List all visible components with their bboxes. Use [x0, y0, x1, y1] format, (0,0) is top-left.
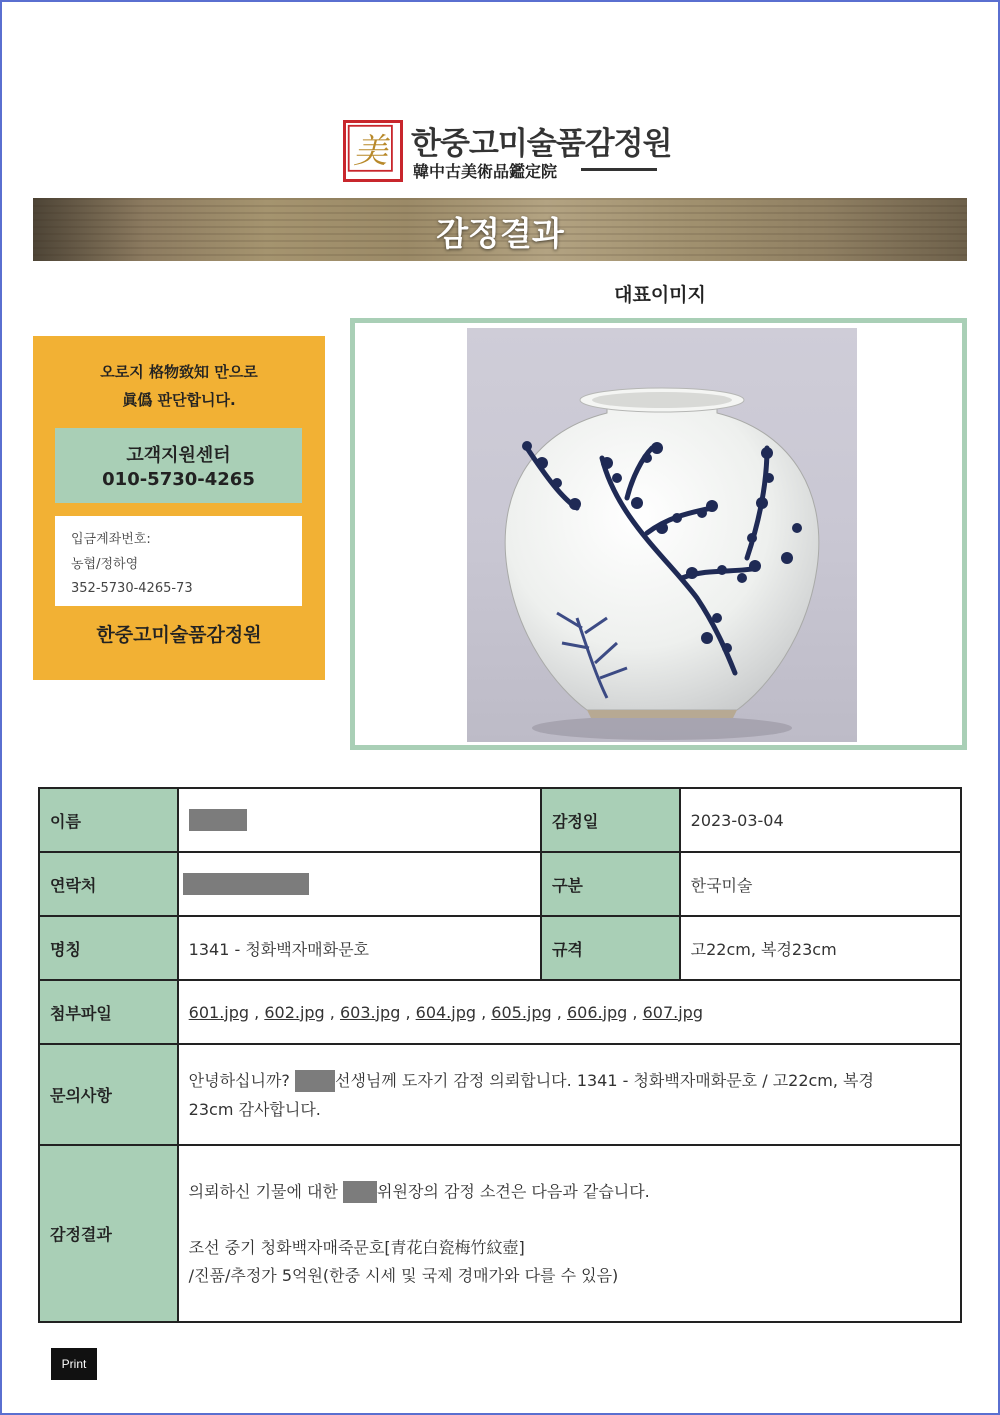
redacted-contact: [183, 873, 309, 895]
bank-account-number: 352-5730-4265-73: [71, 581, 193, 596]
organization-name: 한중고미술품감정원: [96, 624, 262, 646]
redacted-name: [189, 809, 247, 831]
title-banner: [33, 198, 967, 261]
date-label: 감정일: [541, 788, 680, 852]
bank-label: 입금계좌번호:: [71, 532, 151, 547]
representative-image-frame: [350, 318, 967, 750]
print-button[interactable]: Print: [51, 1348, 97, 1380]
inquiry-text-3: 23cm 감사합니다.: [188, 1099, 321, 1119]
table-row: [39, 916, 961, 980]
title-value: 1341 - 청화백자매화문호: [178, 916, 541, 980]
representative-image: [467, 328, 857, 742]
category-label: 구분: [541, 852, 680, 916]
seal-logo-icon: [343, 120, 403, 182]
motto: [33, 358, 325, 414]
info-sidebar: [33, 336, 325, 680]
appraisal-table: [38, 787, 962, 1323]
contact-value: [178, 852, 541, 916]
logo-korean-text: 한중고미술품감정원: [411, 126, 672, 162]
result-text-2: 위원장의 감정 소견은 다음과 같습니다.: [377, 1181, 650, 1201]
attachment-link[interactable]: 606.jpg: [566, 1002, 628, 1022]
contact-label: 연락처: [39, 852, 178, 916]
attachment-link[interactable]: 605.jpg: [491, 1002, 552, 1022]
svg-text:美: 美: [353, 131, 388, 172]
table-row: [39, 1145, 961, 1322]
attachment-link[interactable]: 604.jpg: [415, 1002, 477, 1022]
logo: [343, 118, 672, 184]
result-text-1: 의뢰하신 기물에 대한: [188, 1181, 338, 1201]
redacted-appraiser: [343, 1181, 377, 1203]
attachment-link[interactable]: 602.jpg: [264, 1002, 325, 1022]
attachments-list: 601.jpg , 602.jpg , 603.jpg , 604.jpg , 605.jpg , 606.jpg , 607.jpg: [178, 980, 961, 1044]
inquiry-text-1: 안녕하십니까?: [188, 1070, 290, 1090]
result-text-4: /진품/추정가 5억원(한중 시세 및 국제 경매가와 다를 수 있음): [188, 1265, 619, 1285]
attachment-link[interactable]: 601.jpg: [188, 1002, 250, 1022]
size-label: 규격: [541, 916, 680, 980]
customer-center-box: [55, 428, 302, 503]
customer-center-title: 고객지원센터: [126, 445, 231, 466]
table-row: [39, 788, 961, 852]
page-title: 감정결과: [436, 214, 564, 253]
logo-underline: [581, 168, 657, 171]
motto-line-1: 오로지 格物致知 만으로: [100, 363, 258, 381]
size-value: 고22cm, 복경23cm: [680, 916, 961, 980]
logo-hanja-text: 韓中古美術品鑑定院: [413, 162, 558, 181]
result-value: [178, 1145, 961, 1322]
name-value: [178, 788, 541, 852]
representative-image-label: 대표이미지: [614, 284, 706, 306]
attachment-link[interactable]: 607.jpg: [642, 1002, 703, 1022]
date-value: 2023-03-04: [680, 788, 961, 852]
inquiry-text-2: 선생님께 도자기 감정 의뢰합니다. 1341 - 청화백자매화문호 / 고22cm, 복경: [335, 1070, 874, 1090]
table-row: [39, 980, 961, 1044]
result-label: 감정결과: [39, 1145, 178, 1322]
table-row: [39, 852, 961, 916]
customer-center-phone: 010-5730-4265: [102, 469, 255, 490]
motto-line-2: 眞僞 판단합니다.: [122, 391, 236, 409]
bank-account-box: [55, 516, 302, 606]
category-value: 한국미술: [680, 852, 961, 916]
table-row: [39, 1044, 961, 1145]
result-text-3: 조선 중기 청화백자매죽문호[青花白瓷梅竹紋壺]: [188, 1237, 525, 1257]
title-label: 명칭: [39, 916, 178, 980]
bank-name: 농협/정하영: [71, 556, 139, 572]
attachment-link[interactable]: 603.jpg: [339, 1002, 401, 1022]
redacted-inquiry-name: [295, 1070, 335, 1092]
name-label: 이름: [39, 788, 178, 852]
inquiry-value: [178, 1044, 961, 1145]
attachments-label: 첨부파일: [39, 980, 178, 1044]
inquiry-label: 문의사항: [39, 1044, 178, 1145]
